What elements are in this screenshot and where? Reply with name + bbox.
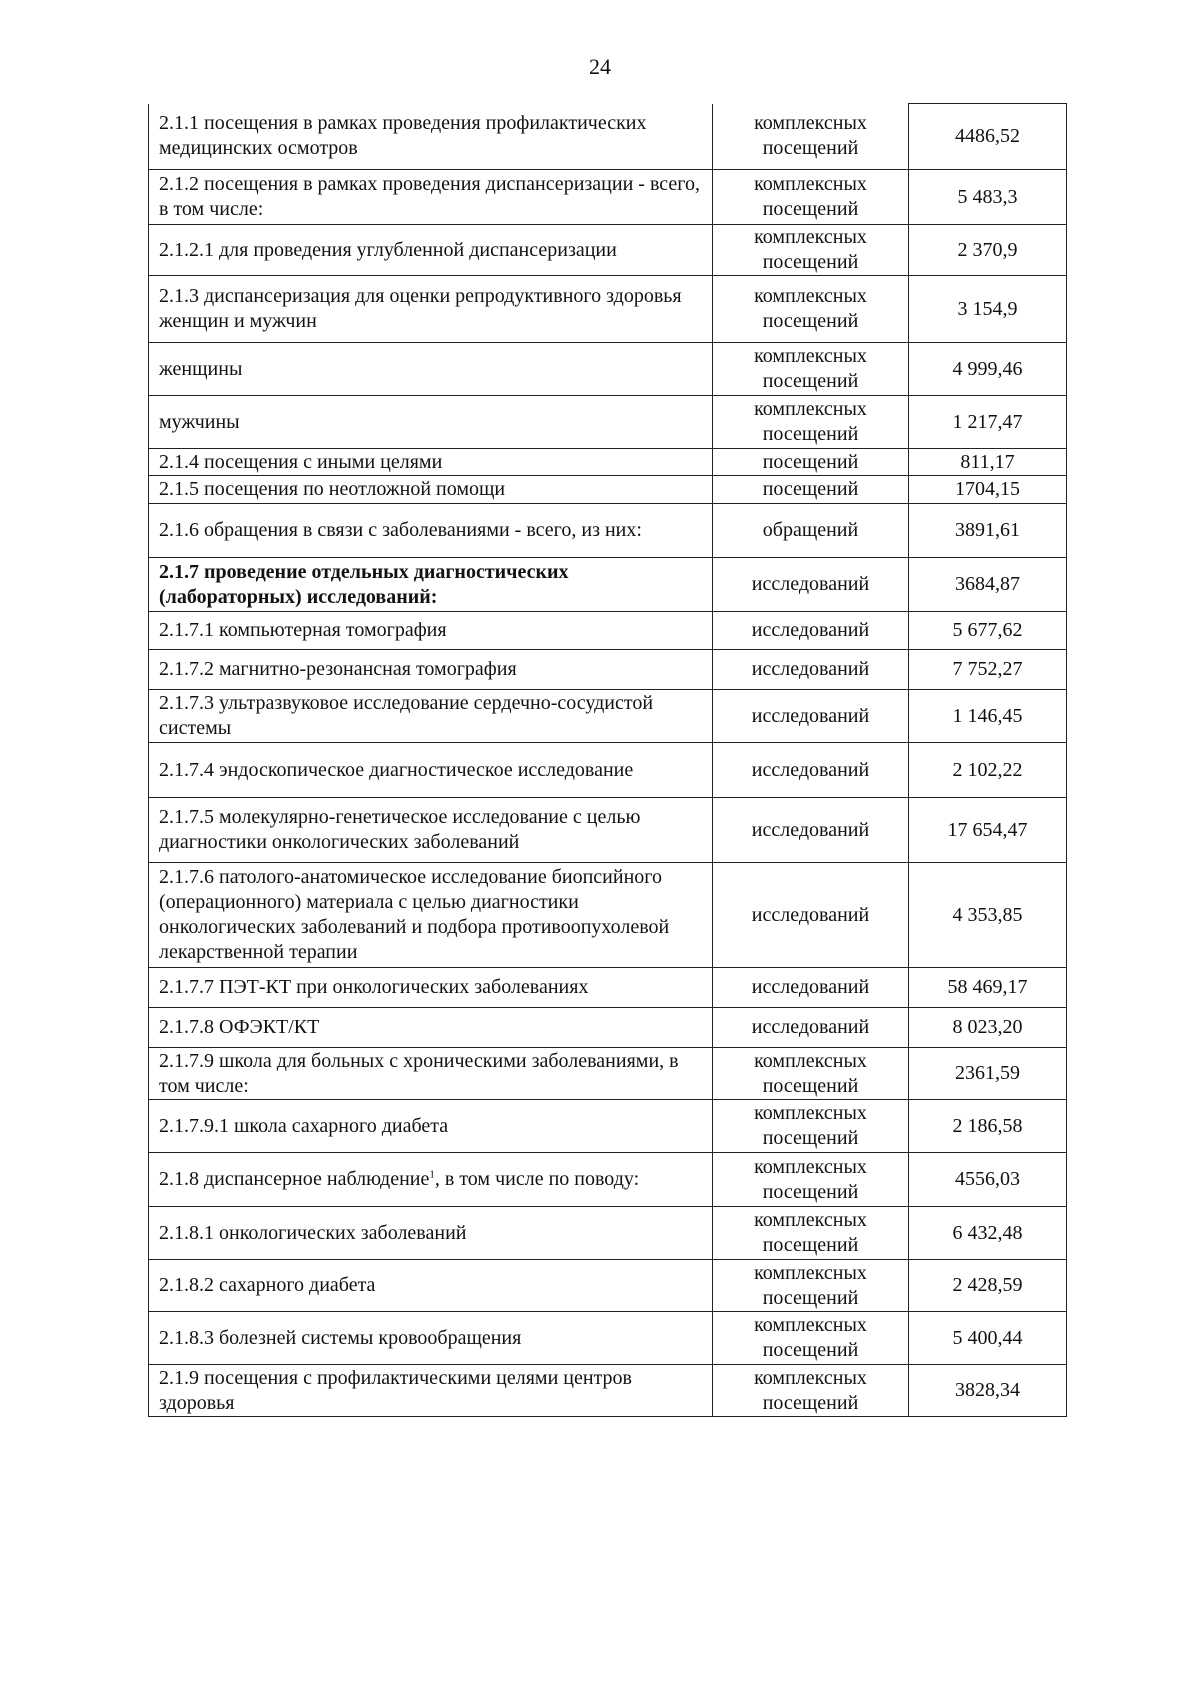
row-value: 811,17 bbox=[909, 449, 1067, 476]
row-value: 1704,15 bbox=[909, 476, 1067, 504]
row-value: 2 428,59 bbox=[909, 1260, 1067, 1312]
table-row bbox=[149, 343, 1067, 396]
row-value: 5 677,62 bbox=[909, 612, 1067, 650]
footnote-mark: 1 bbox=[429, 1168, 435, 1181]
row-value: 2 102,22 bbox=[909, 743, 1067, 798]
row-name-text: 2.1.8 диспансерное наблюдение bbox=[159, 1168, 430, 1190]
row-name: мужчины bbox=[149, 396, 713, 449]
table-row bbox=[149, 650, 1067, 690]
row-unit: исследований bbox=[713, 798, 909, 863]
row-name-tail: , в том числе по поводу: bbox=[434, 1168, 640, 1190]
table-row bbox=[149, 504, 1067, 558]
table-row bbox=[149, 863, 1067, 968]
row-unit: комплексных посещений bbox=[713, 1100, 909, 1153]
row-name: 2.1.8.1 онкологических заболеваний bbox=[149, 1207, 713, 1260]
row-name: 2.1.7.1 компьютерная томография bbox=[149, 612, 713, 650]
row-name: 2.1.7.5 молекулярно-генетическое исследование с целью диагностики онкологических заболеваний bbox=[149, 798, 713, 863]
row-name: 2.1.4 посещения с иными целями bbox=[149, 449, 713, 476]
page-number: 24 bbox=[589, 54, 611, 79]
row-unit: комплексных посещений bbox=[713, 276, 909, 343]
table-row bbox=[149, 476, 1067, 504]
row-value: 4 353,85 bbox=[909, 863, 1067, 968]
table-row bbox=[149, 225, 1067, 276]
row-value: 7 752,27 bbox=[909, 650, 1067, 690]
row-name: 2.1.1 посещения в рамках проведения профилактических медицинских осмотров bbox=[149, 104, 713, 170]
row-name bbox=[149, 558, 713, 612]
table-row bbox=[149, 276, 1067, 343]
row-name: 2.1.7.4 эндоскопическое диагностическое исследование bbox=[149, 743, 713, 798]
row-value: 3 154,9 bbox=[909, 276, 1067, 343]
row-name: 2.1.8.3 болезней системы кровообращения bbox=[149, 1312, 713, 1365]
table-row bbox=[149, 1207, 1067, 1260]
row-unit: посещений bbox=[713, 476, 909, 504]
table-row bbox=[149, 1008, 1067, 1048]
row-name: 2.1.7.8 ОФЭКТ/КТ bbox=[149, 1008, 713, 1048]
row-name: 2.1.7.6 патолого-анатомическое исследование биопсийного (операционного) материала с целью диагностики онкологических заболеваний и подбора противоопухолевой лекарственной терапии bbox=[149, 863, 713, 968]
row-value: 2361,59 bbox=[909, 1048, 1067, 1100]
row-value: 1 146,45 bbox=[909, 690, 1067, 743]
row-name: 2.1.7.2 магнитно-резонансная томография bbox=[149, 650, 713, 690]
row-unit: комплексных посещений bbox=[713, 170, 909, 225]
row-value: 3891,61 bbox=[909, 504, 1067, 558]
row-name: 2.1.7.9 школа для больных с хроническими заболеваниями, в том числе: bbox=[149, 1048, 713, 1100]
row-unit: комплексных посещений bbox=[713, 1312, 909, 1365]
row-name-bold: 2.1.7 проведение отдельных диагностических (лабораторных) исследований: bbox=[159, 560, 569, 608]
table-row bbox=[149, 743, 1067, 798]
row-name: 2.1.5 посещения по неотложной помощи bbox=[149, 476, 713, 504]
row-value: 5 400,44 bbox=[909, 1312, 1067, 1365]
row-name: 2.1.6 обращения в связи с заболеваниями - всего, из них: bbox=[149, 504, 713, 558]
row-name: 2.1.2 посещения в рамках проведения диспансеризации - всего, в том числе: bbox=[149, 170, 713, 225]
row-unit: исследований bbox=[713, 863, 909, 968]
row-unit: комплексных посещений bbox=[713, 1207, 909, 1260]
row-unit: исследований bbox=[713, 558, 909, 612]
tariff-table bbox=[148, 103, 1067, 1417]
table-row bbox=[149, 1153, 1067, 1207]
row-value: 4 999,46 bbox=[909, 343, 1067, 396]
row-value: 8 023,20 bbox=[909, 1008, 1067, 1048]
table-row bbox=[149, 690, 1067, 743]
row-name: 2.1.7.9.1 школа сахарного диабета bbox=[149, 1100, 713, 1153]
row-value: 1 217,47 bbox=[909, 396, 1067, 449]
table-row bbox=[149, 104, 1067, 170]
row-value: 2 186,58 bbox=[909, 1100, 1067, 1153]
table-row bbox=[149, 449, 1067, 476]
row-unit: исследований bbox=[713, 690, 909, 743]
row-unit: комплексных посещений bbox=[713, 1048, 909, 1100]
row-unit: посещений bbox=[713, 449, 909, 476]
row-value: 4556,03 bbox=[909, 1153, 1067, 1207]
row-unit: комплексных посещений bbox=[713, 1153, 909, 1207]
table-row bbox=[149, 396, 1067, 449]
row-unit: комплексных посещений bbox=[713, 225, 909, 276]
row-unit: исследований bbox=[713, 968, 909, 1008]
row-unit: обращений bbox=[713, 504, 909, 558]
row-name: 2.1.8.2 сахарного диабета bbox=[149, 1260, 713, 1312]
table-row bbox=[149, 968, 1067, 1008]
row-unit: исследований bbox=[713, 743, 909, 798]
row-name: 2.1.7.7 ПЭТ-КТ при онкологических заболеваниях bbox=[149, 968, 713, 1008]
row-value: 3828,34 bbox=[909, 1365, 1067, 1417]
row-value: 58 469,17 bbox=[909, 968, 1067, 1008]
row-name: 2.1.3 диспансеризация для оценки репродуктивного здоровья женщин и мужчин bbox=[149, 276, 713, 343]
row-value: 6 432,48 bbox=[909, 1207, 1067, 1260]
table-row bbox=[149, 170, 1067, 225]
row-name: 2.1.7.3 ультразвуковое исследование сердечно-сосудистой системы bbox=[149, 690, 713, 743]
row-name: 2.1.2.1 для проведения углубленной диспансеризации bbox=[149, 225, 713, 276]
row-unit: комплексных посещений bbox=[713, 343, 909, 396]
row-unit: исследований bbox=[713, 1008, 909, 1048]
table-row bbox=[149, 612, 1067, 650]
row-value: 2 370,9 bbox=[909, 225, 1067, 276]
table-row bbox=[149, 1100, 1067, 1153]
row-value: 3684,87 bbox=[909, 558, 1067, 612]
row-name bbox=[149, 1153, 713, 1207]
row-value: 4486,52 bbox=[909, 104, 1067, 170]
table-row bbox=[149, 1312, 1067, 1365]
row-value: 5 483,3 bbox=[909, 170, 1067, 225]
table-row bbox=[149, 1260, 1067, 1312]
row-unit: комплексных посещений bbox=[713, 1260, 909, 1312]
table-row bbox=[149, 798, 1067, 863]
row-name: женщины bbox=[149, 343, 713, 396]
row-unit: комплексных посещений bbox=[713, 1365, 909, 1417]
table-row bbox=[149, 1048, 1067, 1100]
table-row bbox=[149, 558, 1067, 612]
row-name: 2.1.9 посещения с профилактическими целями центров здоровья bbox=[149, 1365, 713, 1417]
row-unit: комплексных посещений bbox=[713, 104, 909, 170]
row-value: 17 654,47 bbox=[909, 798, 1067, 863]
table-row bbox=[149, 1365, 1067, 1417]
row-unit: исследований bbox=[713, 612, 909, 650]
row-unit: исследований bbox=[713, 650, 909, 690]
row-unit: комплексных посещений bbox=[713, 396, 909, 449]
